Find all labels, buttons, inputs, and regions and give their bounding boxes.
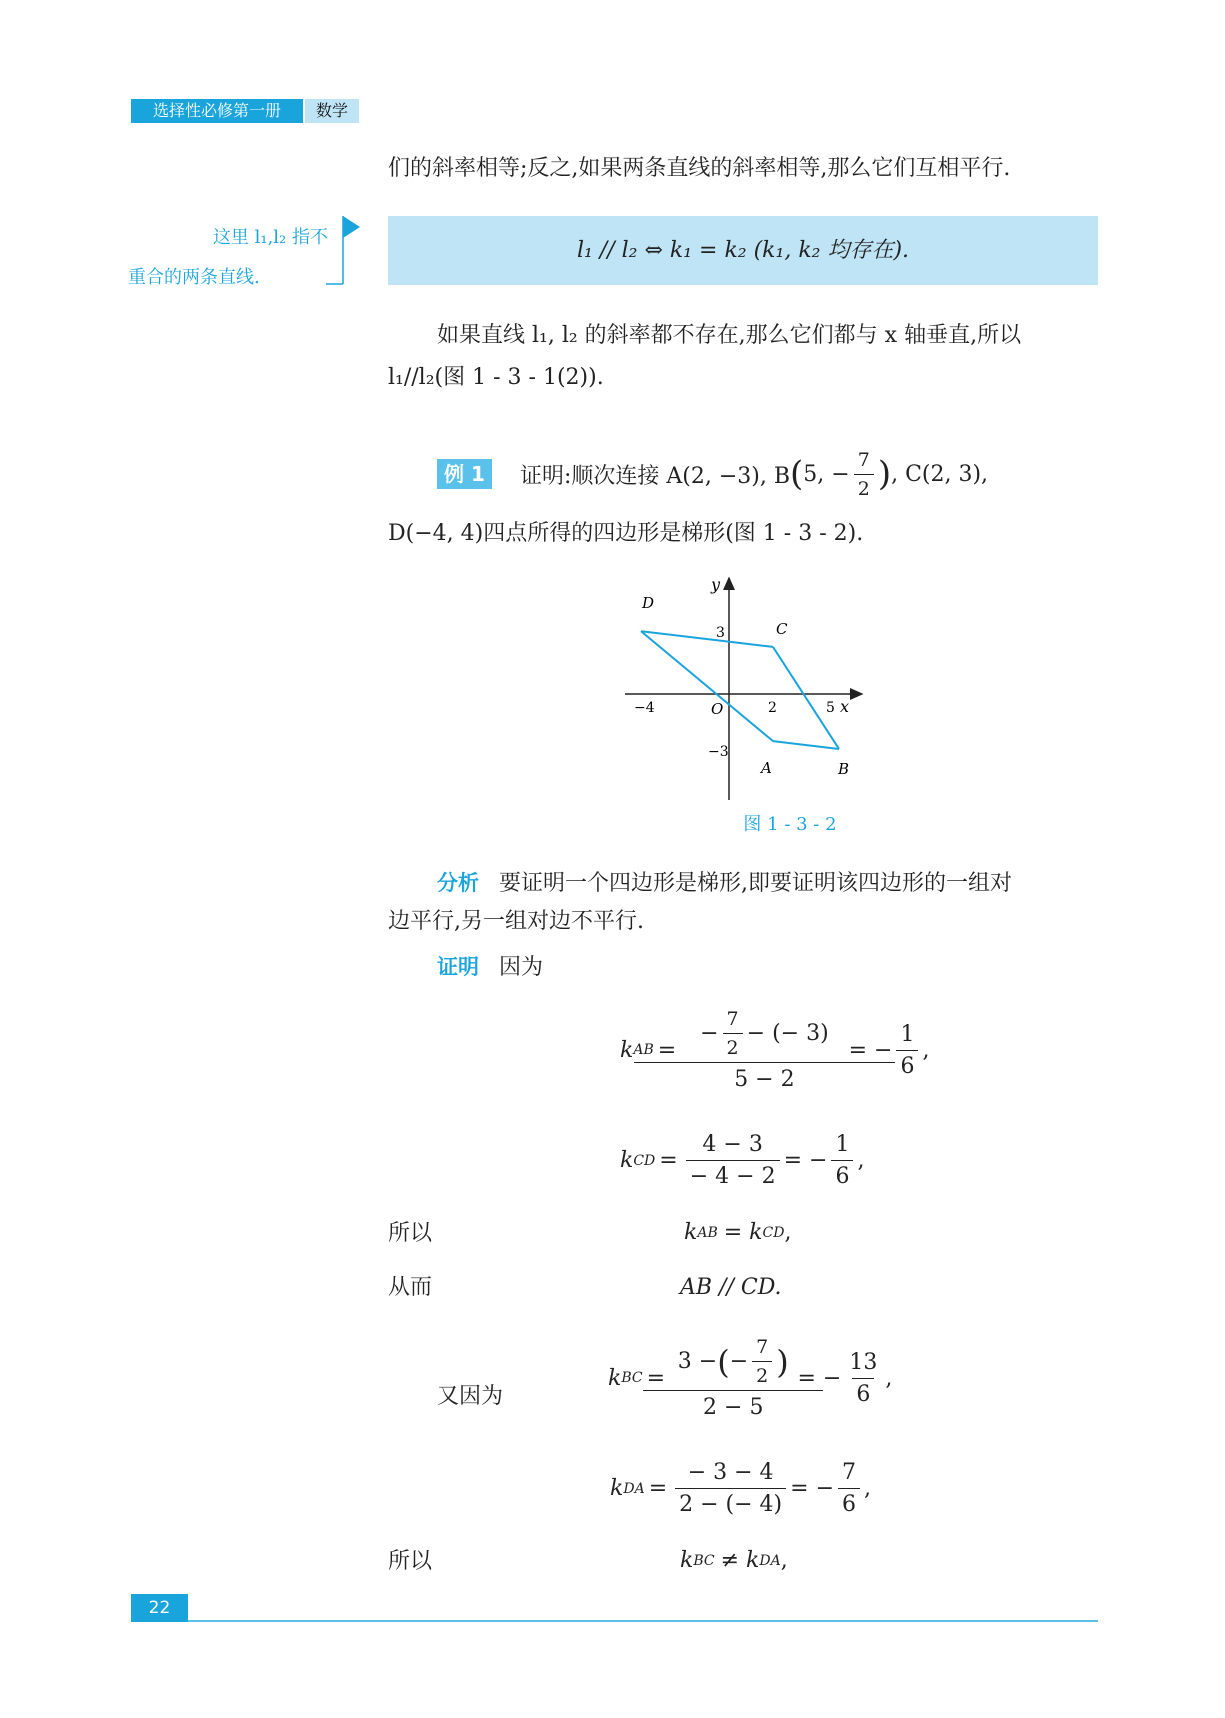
x-axis-label: x [840, 697, 850, 716]
subject-tab: 数学 [305, 99, 359, 123]
tick-x-5: 5 [826, 700, 835, 716]
example-line1 [520, 448, 988, 500]
equation-kab: k AB = − $\frac{7}{2}$ − (− 3) 5 − 2 = − $\frac{1}{6}$ , [620, 1008, 930, 1092]
analysis-label: 分析 [437, 870, 479, 895]
tick-y-neg3: −3 [708, 744, 729, 760]
example-text-b: 5, − [803, 461, 850, 487]
edge-cd [641, 631, 773, 647]
point-label-c: C [776, 620, 788, 638]
tick-x-2: 2 [768, 700, 777, 716]
edge-da [641, 631, 773, 741]
paragraph-1: 们的斜率相等;反之,如果两条直线的斜率相等,那么它们互相平行. [388, 156, 1011, 181]
tick-y-3: 3 [716, 625, 725, 641]
equation-kbc: k BC = 3 − ( − $\frac{7}{2}$ ) 2 − 5 = − $\frac{13}{6}$ , [608, 1336, 893, 1420]
kab-fraction: − $\frac{7}{2}$ − (− 3) 5 − 2 [684, 1008, 844, 1092]
point-label-b: B [838, 760, 850, 778]
ab-parallel-cd: AB // CD. [680, 1275, 782, 1300]
equation-kcd: k CD = $\frac{4 - 3}{- 4 - 2}$ = − $\frac{1}{6}$ , [620, 1132, 865, 1189]
point-label-d: D [642, 594, 655, 612]
point-label-a: A [761, 759, 772, 777]
edge-bc [773, 647, 839, 749]
y-axis-label: y [711, 575, 721, 594]
proof-label: 证明 [437, 954, 479, 979]
example-badge: 例 1 [437, 459, 492, 489]
also-because-label: 又因为 [437, 1384, 504, 1409]
proof-line: 证明 因为 [437, 950, 543, 981]
side-note [128, 218, 328, 298]
side-note-line2: 重合的两条直线. [128, 267, 260, 288]
analysis-line2: 边平行,另一组对边不平行. [388, 909, 644, 934]
fraction-7-2: $\frac{7}{2}$ [854, 449, 874, 500]
tick-x-neg4: −4 [634, 700, 655, 716]
equation-kda: k DA = $\frac{- 3 - 4}{2 - (- 4)}$ = − $\frac{7}{6}$ , [610, 1460, 872, 1517]
flag-icon [326, 214, 366, 286]
paren-close: ) [877, 454, 892, 494]
paragraph-2-line1: 如果直线 l₁, l₂ 的斜率都不存在,那么它们都与 x 轴垂直,所以 [437, 323, 1022, 348]
edge-ab [773, 741, 839, 749]
side-note-line1: 这里 l₁,l₂ 指不 [212, 227, 328, 248]
example-text-c: , C(2, 3), [891, 461, 989, 487]
example-text-a: 证明:顺次连接 A(2, −3), B [520, 463, 791, 489]
formula-box [388, 216, 1098, 285]
origin-label: O [711, 700, 724, 718]
footer-divider [188, 1620, 1098, 1622]
equation-kbc-neq-kda: k BC ≠ k DA , [680, 1548, 788, 1573]
paren-open: ( [790, 454, 804, 494]
kbc-fraction: 3 − ( − $\frac{7}{2}$ ) 2 − 5 [673, 1336, 793, 1420]
book-title-tab: 选择性必修第一册 [131, 99, 303, 123]
paragraph-2-line2: l₁//l₂(图 1 - 3 - 1(2)). [388, 365, 604, 390]
so-label-2: 所以 [388, 1549, 433, 1574]
equation-kab-eq-kcd: k AB = k CD , [684, 1220, 792, 1245]
figure-caption: 图 1 - 3 - 2 [743, 814, 837, 835]
so-label-1: 所以 [388, 1221, 433, 1246]
example-line2: D(−4, 4)四点所得的四边形是梯形(图 1 - 3 - 2). [388, 521, 864, 546]
parallel-condition-formula: l₁ // l₂ ⇔ k₁ = k₂ (k₁, k₂ 均存在). [576, 238, 910, 263]
analysis-line1: 分析 要证明一个四边形是梯形,即要证明该四边形的一组对 [437, 866, 1012, 897]
page-number: 22 [131, 1594, 188, 1622]
hence-label: 从而 [388, 1275, 433, 1300]
trapezoid-figure [620, 570, 870, 805]
